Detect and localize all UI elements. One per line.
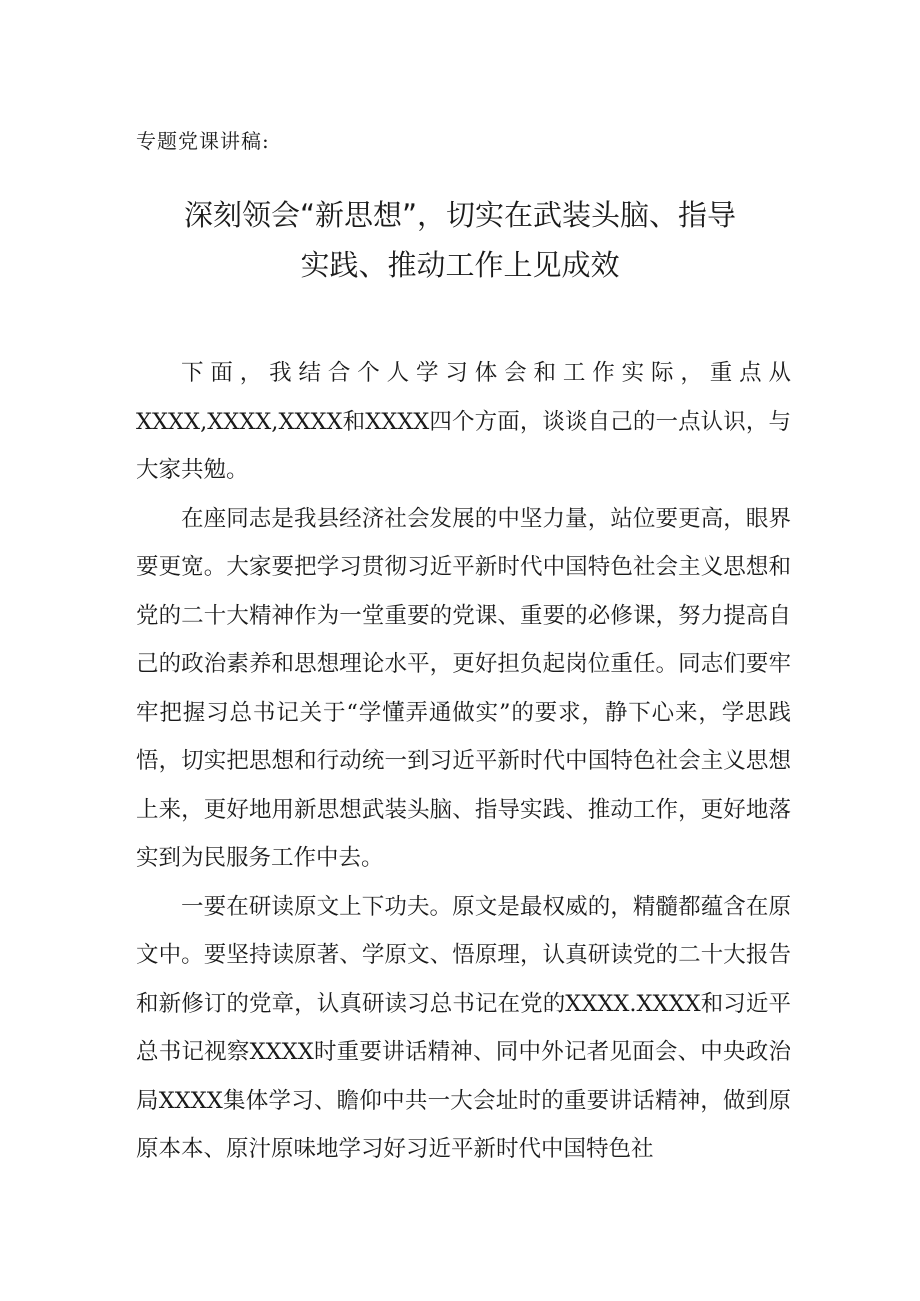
document-label: 专题党课讲稿:: [136, 129, 270, 153]
title-line-2: 实践、推动工作上见成效: [300, 248, 620, 282]
document-body: [136, 349, 791, 1174]
title-line-1: 深刻领会“新思想”，切实在武装头脑、指导: [183, 198, 737, 232]
document-title: [100, 190, 820, 290]
paragraph-point-one: 一要在研读原文上下功夫。原文是最权威的，精髓都蕴含在原文中。要坚持读原著、学原文、悟原理，认真研读党的二十大报告和新修订的党章，认真研读习总书记在党的XXXX.XXXX和习近平总书记视察XXXX时重要讲话精神、同中外记者见面会、中央政治局XXXX集体学习、瞻仰中共一大会址时的重要讲话精神，做到原原本本、原汁原味地学习好习近平新时代中国特色社: [136, 893, 791, 1162]
paragraph-intro: 下面，我结合个人学习体会和工作实际，重点从XXXX,XXXX,XXXX和XXXX四个方面，谈谈自己的一点认识，与大家共勉。: [136, 360, 791, 483]
paragraph-main: 在座同志是我县经济社会发展的中坚力量，站位要更高，眼界要更宽。大家要把学习贯彻习近平新时代中国特色社会主义思想和党的二十大精神作为一堂重要的党课、重要的必修课，努力提高自己的政治素养和思想理论水平，更好担负起岗位重任。同志们要牢牢把握习总书记关于“学懂弄通做实”的要求，静下心来，学思践悟，切实把思想和行动统一到习近平新时代中国特色社会主义思想上来，更好地用新思想武装头脑、指导实践、推动工作，更好地落实到为民服务工作中去。: [136, 505, 791, 871]
